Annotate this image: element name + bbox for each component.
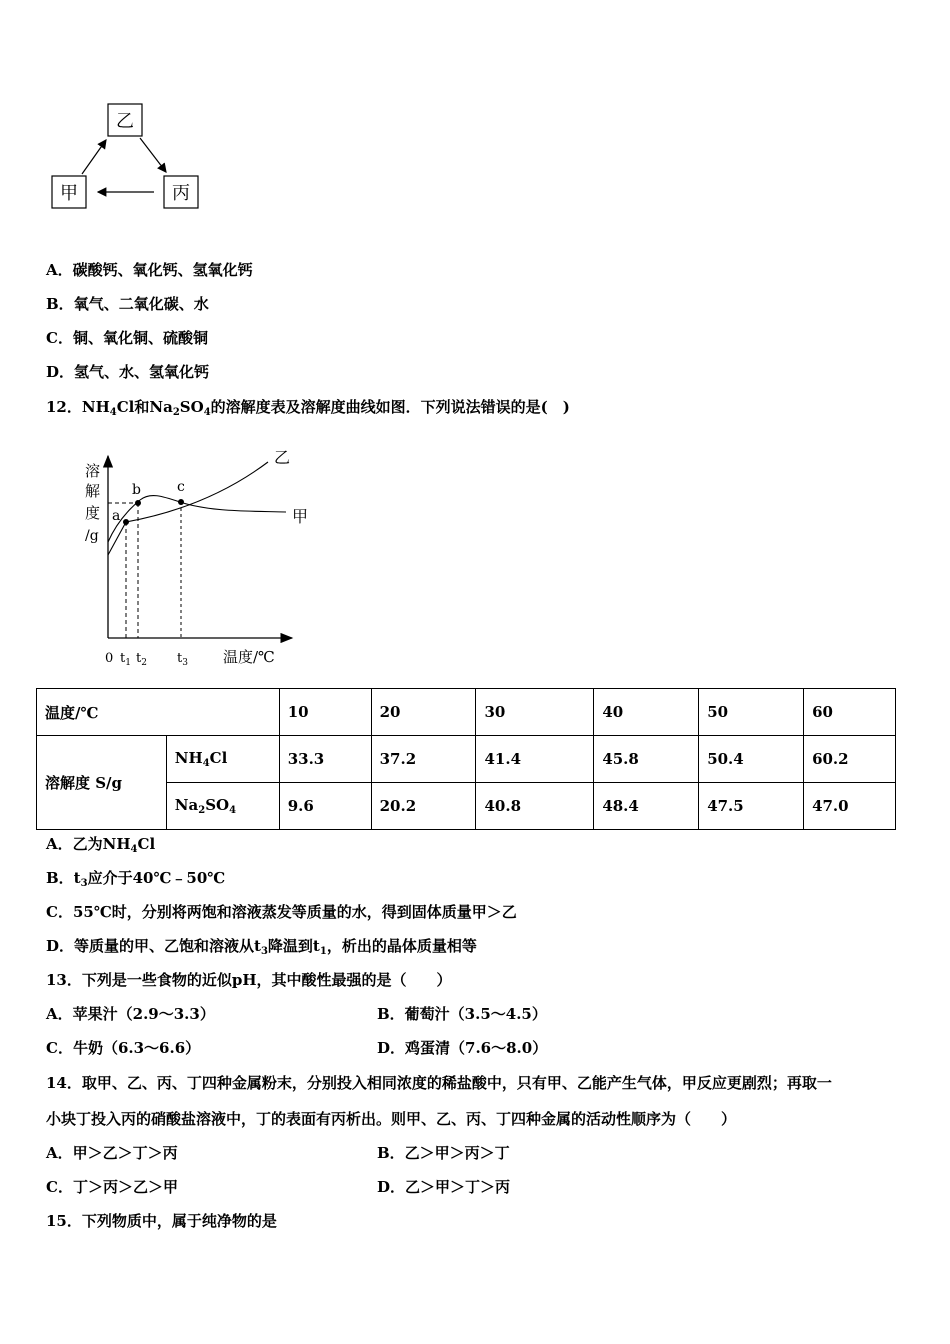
q13-stem: 13．下列是一些食物的近似pH，其中酸性最强的是（ ） xyxy=(46,971,452,989)
q13-option-b: B．葡萄汁（3.5～4.5） xyxy=(377,1005,547,1023)
t1-label: $t_1$ xyxy=(120,651,131,668)
cycle-diagram xyxy=(40,98,220,218)
curve-yi-label: 乙 xyxy=(274,448,291,467)
q14-stem-line2: 小块丁投入丙的硝酸盐溶液中，丁的表面有丙析出。则甲、乙、丙、丁四种金属的活动性顺序为（ ） xyxy=(46,1110,737,1128)
curve-jia xyxy=(108,496,286,542)
arrow-yi-to-bing xyxy=(140,138,166,172)
nh4cl-value: 50.4 xyxy=(699,736,804,783)
q12-option-a: A．乙为$NH_4Cl$ xyxy=(46,835,156,855)
point-b-dot xyxy=(135,500,141,506)
t2-label: $t_2$ xyxy=(136,651,147,668)
row-solubility-label: 溶解度 S/g xyxy=(37,736,167,830)
q11-option-b: B．氧气、二氧化碳、水 xyxy=(46,295,209,313)
label-yi: 乙 xyxy=(116,111,134,132)
ylabel-1: 溶 xyxy=(85,462,101,480)
na2so4-value: 9.6 xyxy=(279,783,371,830)
q13-option-a: A．苹果汁（2.9～3.3） xyxy=(46,1005,215,1023)
curve-jia-label: 甲 xyxy=(292,507,309,526)
curve-yi xyxy=(108,462,268,555)
na2so4-value: 47.5 xyxy=(699,783,804,830)
q12-option-d: D．等质量的甲、乙饱和溶液从$t_3$降温到$t_1$，析出的晶体质量相等 xyxy=(46,937,477,957)
origin-label: 0 xyxy=(105,651,114,666)
q11-option-c: C．铜、氧化铜、硫酸铜 xyxy=(46,329,208,347)
point-c-label: c xyxy=(177,479,185,495)
t3-label: $t_3$ xyxy=(177,651,188,668)
table-row xyxy=(37,783,896,830)
table-row xyxy=(37,689,896,736)
q11-option-a: A．碳酸钙、氧化钙、氢氧化钙 xyxy=(46,261,253,279)
nh4cl-value: 33.3 xyxy=(279,736,371,783)
q14-stem-line1: 14．取甲、乙、丙、丁四种金属粉末，分别投入相同浓度的稀盐酸中，只有甲、乙能产生气体，甲反应更剧烈；再取一 xyxy=(46,1074,832,1092)
table-row xyxy=(37,736,896,783)
na2so4-value: 40.8 xyxy=(476,783,594,830)
q12-option-b: B．$t_3$应介于40℃﹣50℃ xyxy=(46,869,226,889)
nh4cl-value: 45.8 xyxy=(594,736,699,783)
temp-cell: 40 xyxy=(594,689,699,736)
q14-option-d: D．乙＞甲＞丁＞丙 xyxy=(377,1178,511,1196)
nh4cl-value: 37.2 xyxy=(371,736,476,783)
solubility-table xyxy=(36,688,896,830)
q13-option-d: D．鸡蛋清（7.6～8.0） xyxy=(377,1039,548,1057)
q14-option-a: A．甲＞乙＞丁＞丙 xyxy=(46,1144,178,1162)
q12-option-c: C．55℃时，分别将两饱和溶液蒸发等质量的水，得到固体质量甲＞乙 xyxy=(46,903,517,921)
header-temp-label: 温度/℃ xyxy=(37,689,280,736)
q15-stem: 15．下列物质中，属于纯净物的是 xyxy=(46,1212,277,1230)
temp-cell: 50 xyxy=(699,689,804,736)
q13-option-c: C．牛奶（6.3～6.6） xyxy=(46,1039,201,1057)
temp-cell: 30 xyxy=(476,689,594,736)
ylabel-3: 度 xyxy=(85,504,101,522)
label-jia: 甲 xyxy=(60,183,78,204)
temp-cell: 20 xyxy=(371,689,476,736)
nh4cl-label: $NH_4Cl$ xyxy=(166,736,279,783)
nh4cl-value: 41.4 xyxy=(476,736,594,783)
q14-option-c: C．丁＞丙＞乙＞甲 xyxy=(46,1178,178,1196)
point-a-label: a xyxy=(112,508,121,524)
xlabel: 温度/℃ xyxy=(223,648,275,666)
temp-cell: 10 xyxy=(279,689,371,736)
q14-option-b: B．乙＞甲＞丙＞丁 xyxy=(377,1144,510,1162)
q11-option-d: D．氢气、水、氢氧化钙 xyxy=(46,363,210,381)
point-c-dot xyxy=(178,499,184,505)
temp-cell: 60 xyxy=(804,689,896,736)
q12-stem: 12．$NH_4Cl$和$Na_2SO_4$的溶解度表及溶解度曲线如图．下列说法错误的是( ) xyxy=(46,398,570,418)
point-a-dot xyxy=(123,519,129,525)
na2so4-value: 20.2 xyxy=(371,783,476,830)
na2so4-value: 48.4 xyxy=(594,783,699,830)
label-bing: 丙 xyxy=(172,183,190,204)
ylabel-4: /g xyxy=(85,528,99,544)
nh4cl-value: 60.2 xyxy=(804,736,896,783)
na2so4-label: $Na_2SO_4$ xyxy=(166,783,279,830)
arrow-jia-to-yi xyxy=(82,140,106,174)
solubility-graph xyxy=(80,440,330,672)
point-b-label: b xyxy=(132,482,141,498)
ylabel-2: 解 xyxy=(85,482,101,500)
na2so4-value: 47.0 xyxy=(804,783,896,830)
